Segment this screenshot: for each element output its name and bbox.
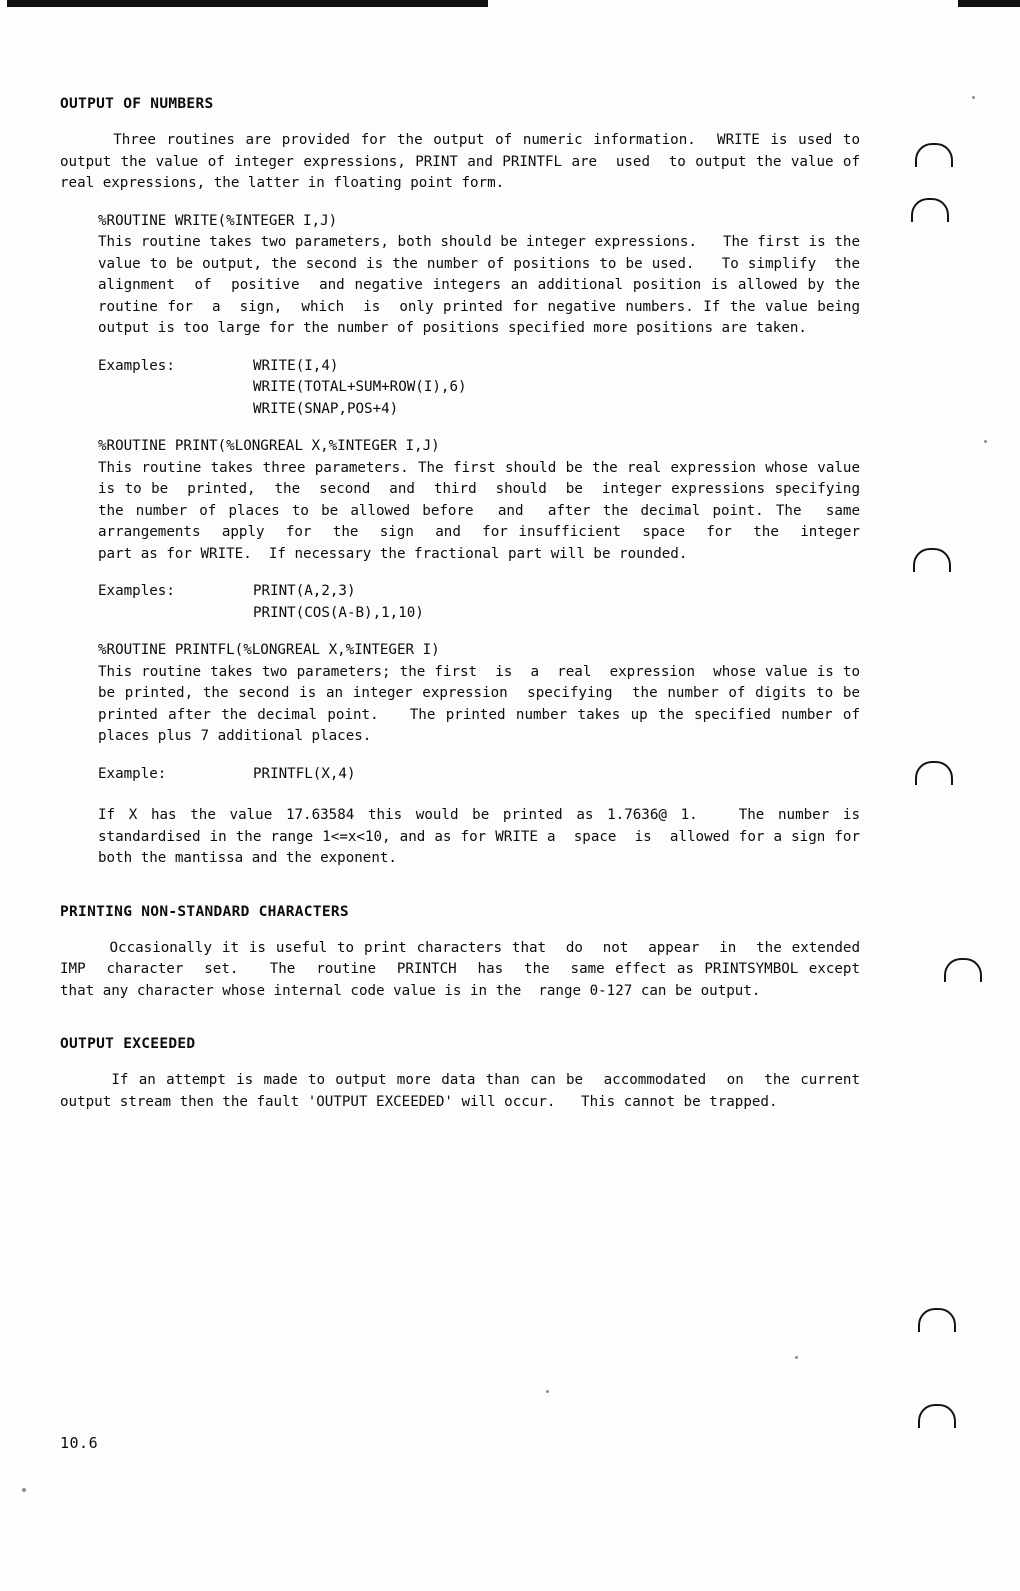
examples-write (98, 356, 860, 421)
scan-edge-top-right (958, 0, 1020, 7)
example-item: PRINT(A,2,3) (253, 583, 356, 599)
binding-ring-mark (944, 958, 982, 982)
examples-list-write (253, 356, 467, 421)
examples-list-printfl (253, 764, 356, 786)
section-heading-printing-non-standard-characters: PRINTING NON-STANDARD CHARACTERS (60, 903, 349, 920)
examples-list-print (253, 581, 424, 624)
scan-speck (984, 440, 987, 443)
routine-signature-print: %ROUTINE PRINT(%LONGREAL X,%INTEGER I,J) (98, 438, 440, 454)
scan-speck (795, 1356, 798, 1359)
examples-label-write: Examples: (98, 357, 175, 374)
routine-block-print (98, 436, 878, 624)
routine-note-printfl: If X has the value 17.63584 this would be printed as 1.7636@ 1. The number is standardised in the range 1<=x<10, and as for WRITE a space is allowed for a sign for both the mantissa and the exponent. (98, 807, 869, 866)
routine-signature-printfl: %ROUTINE PRINTFL(%LONGREAL X,%INTEGER I) (98, 642, 440, 658)
routine-description-write: This routine takes two parameters, both should be integer expressions. The first is the value to be output, the second is the number of positions to be used. To simplify the alignment of positive and negative integers an additional position is allowed by the routine for a sign, which is only printed for negative numbers. If the value being output is too large for the number of positions specified more positions are taken. (98, 234, 878, 336)
examples-label-printfl: Example: (98, 765, 167, 782)
examples-print (98, 581, 860, 624)
section-intro-output-of-numbers: Three routines are provided for the output of numeric information. WRITE is used to output the value of integer expressions, PRINT and PRINTFL are used to output the value of real expressions, the latter in floating point form. (60, 132, 869, 191)
scan-speck (22, 1488, 26, 1492)
example-item: PRINTFL(X,4) (253, 765, 356, 782)
scan-speck (972, 96, 975, 99)
example-item: PRINT(COS(A-B),1,10) (253, 604, 424, 621)
binding-ring-mark (913, 548, 951, 572)
routine-description-print: This routine takes three parameters. The first should be the real expression whose value is to be printed, the second and third should be integer expressions specifying the number of places to be allowed before and after the decimal point. The same arrangements apply for the sign and for insufficient space for the integer part as for WRITE. If necessary the fractional part will be rounded. (98, 459, 878, 562)
section-intro-printing-non-standard-characters: Occasionally it is useful to print characters that do not appear in the extended IMP character set. The routine PRINTCH has the same effect as PRINTSYMBOL except that any character whose internal code value is in the range 0-127 can be output. (60, 939, 878, 999)
binding-ring-mark (918, 1404, 956, 1428)
routine-block-printfl (98, 640, 869, 870)
document-body (60, 96, 878, 1129)
binding-ring-mark (911, 198, 949, 222)
scan-edge-top-left (0, 0, 488, 7)
routine-block-write (98, 211, 878, 421)
binding-ring-mark (915, 143, 953, 167)
section-heading-output-exceeded: OUTPUT EXCEEDED (60, 1036, 196, 1052)
page-number: 10.6 (60, 1434, 99, 1452)
routine-description-printfl: This routine takes two parameters; the first is a real expression whose value is to be printed, the second is an integer expression specifying the number of digits to be printed after the decimal point. The printed number takes up the specified number of places plus 7 additional places. (98, 663, 869, 744)
scan-speck (546, 1390, 549, 1393)
binding-ring-mark (915, 761, 953, 785)
section-intro-output-exceeded: If an attempt is made to output more data than can be accommodated on the current output stream then the fault 'OUTPUT EXCEEDED' will occur. This cannot be trapped. (60, 1072, 869, 1110)
examples-label-print: Examples: (98, 583, 175, 599)
scan-edge-left (0, 0, 7, 1591)
routine-signature-write: %ROUTINE WRITE(%INTEGER I,J) (98, 212, 338, 229)
binding-ring-mark (918, 1308, 956, 1332)
example-item: WRITE(TOTAL+SUM+ROW(I),6) (253, 379, 467, 395)
example-item: WRITE(I,4) (253, 357, 339, 374)
examples-printfl (98, 764, 860, 786)
example-item: WRITE(SNAP,POS+4) (253, 400, 399, 417)
section-heading-output-of-numbers: OUTPUT OF NUMBERS (60, 96, 214, 112)
